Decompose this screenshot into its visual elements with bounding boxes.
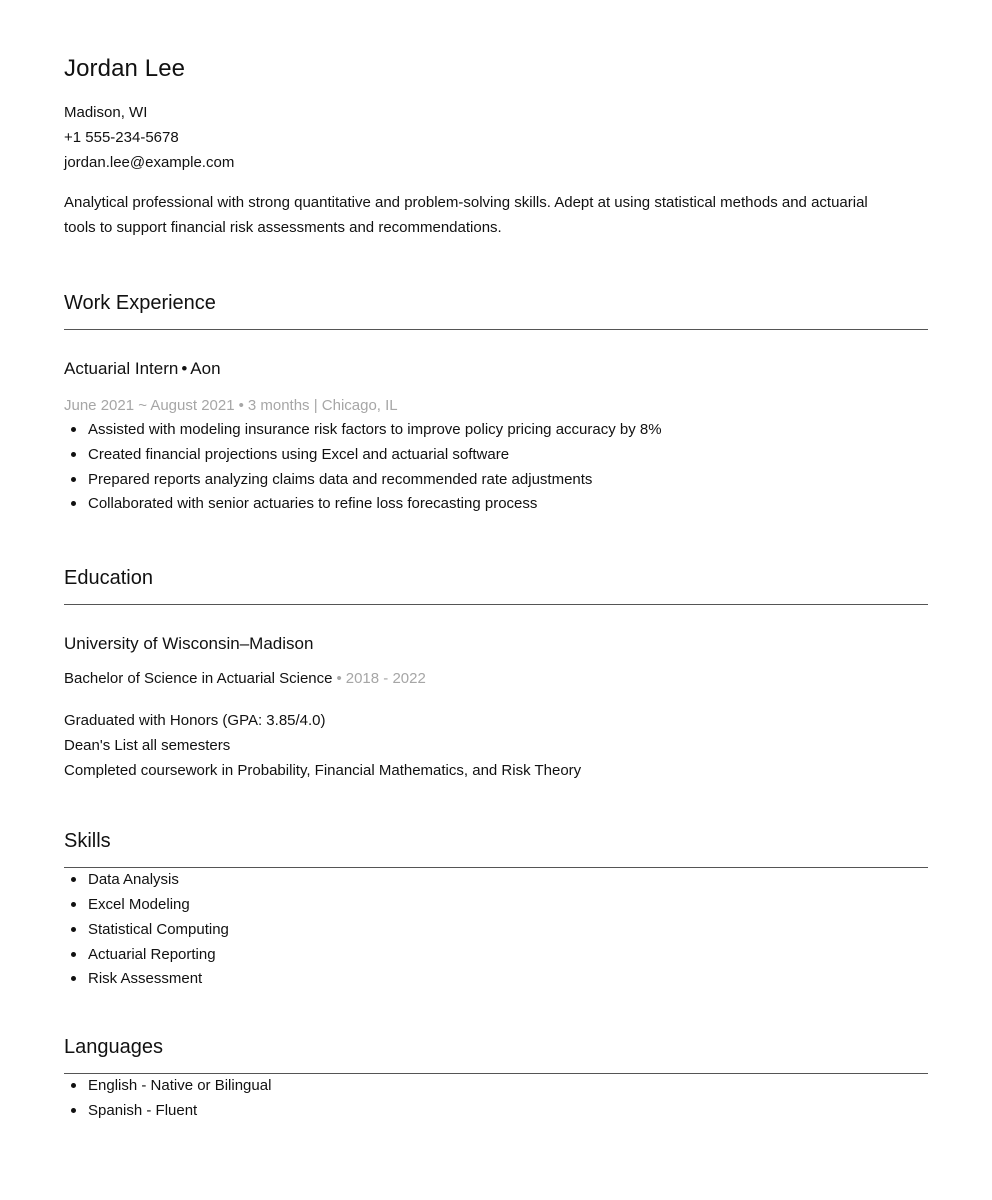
- section-title-skills: Skills: [64, 827, 928, 868]
- section-title-work: Work Experience: [64, 289, 928, 330]
- email-text: jordan.lee@example.com: [64, 154, 235, 171]
- job-title: [64, 357, 928, 381]
- languages-section: [64, 1033, 928, 1124]
- location-text: Madison, WI: [64, 104, 148, 121]
- education-detail: Dean's List all semesters: [64, 737, 231, 755]
- job-meta-separator: •: [238, 397, 244, 414]
- job-bullets: [64, 418, 928, 517]
- languages-list: [64, 1074, 928, 1124]
- education-detail: Completed coursework in Probability, Financial Mathematics, and Risk Theory: [64, 762, 582, 780]
- job-duration-location: 3 months | Chicago, IL: [247, 397, 398, 414]
- list-item: Created financial projections using Excel and actuarial software: [64, 443, 928, 468]
- degree-meta: [64, 667, 928, 691]
- list-item: English - Native or Bilingual: [64, 1074, 928, 1099]
- list-item: Assisted with modeling insurance risk factors to improve policy pricing accuracy by 8%: [64, 418, 928, 443]
- degree-years: 2018 - 2022: [345, 670, 426, 688]
- education-detail: Graduated with Honors (GPA: 3.85/4.0): [64, 712, 326, 730]
- degree-meta-separator: •: [336, 670, 342, 688]
- school-name: University of Wisconsin–Madison: [64, 634, 314, 654]
- education-details: [64, 708, 928, 783]
- section-title-education: Education: [64, 564, 928, 605]
- candidate-name: Jordan Lee: [64, 55, 186, 82]
- job-company: Aon: [190, 359, 221, 378]
- contact-info: [64, 100, 928, 175]
- skills-list: [64, 868, 928, 992]
- list-item: Actuarial Reporting: [64, 943, 928, 968]
- job-role: Actuarial Intern: [64, 359, 179, 378]
- section-title-languages: Languages: [64, 1033, 928, 1074]
- list-item: Excel Modeling: [64, 893, 928, 918]
- education-section: [64, 564, 928, 783]
- list-item: Spanish - Fluent: [64, 1099, 928, 1124]
- degree-name: Bachelor of Science in Actuarial Science: [64, 670, 333, 688]
- work-experience-section: [64, 289, 928, 517]
- list-item: Data Analysis: [64, 868, 928, 893]
- list-item: Risk Assessment: [64, 967, 928, 992]
- summary-text: Analytical professional with strong quantitative and problem-solving skills. Adept at using statistical methods and actuarial tools to support financial risk assessments and recommendations.: [64, 194, 868, 236]
- skills-section: [64, 827, 928, 992]
- job-separator: •: [181, 359, 188, 378]
- phone-text: +1 555-234-5678: [64, 129, 179, 146]
- job-dates: June 2021 ~ August 2021: [64, 397, 235, 414]
- list-item: Collaborated with senior actuaries to refine loss forecasting process: [64, 492, 928, 517]
- job-meta: [64, 394, 928, 418]
- list-item: Prepared reports analyzing claims data and recommended rate adjustments: [64, 468, 928, 493]
- list-item: Statistical Computing: [64, 918, 928, 943]
